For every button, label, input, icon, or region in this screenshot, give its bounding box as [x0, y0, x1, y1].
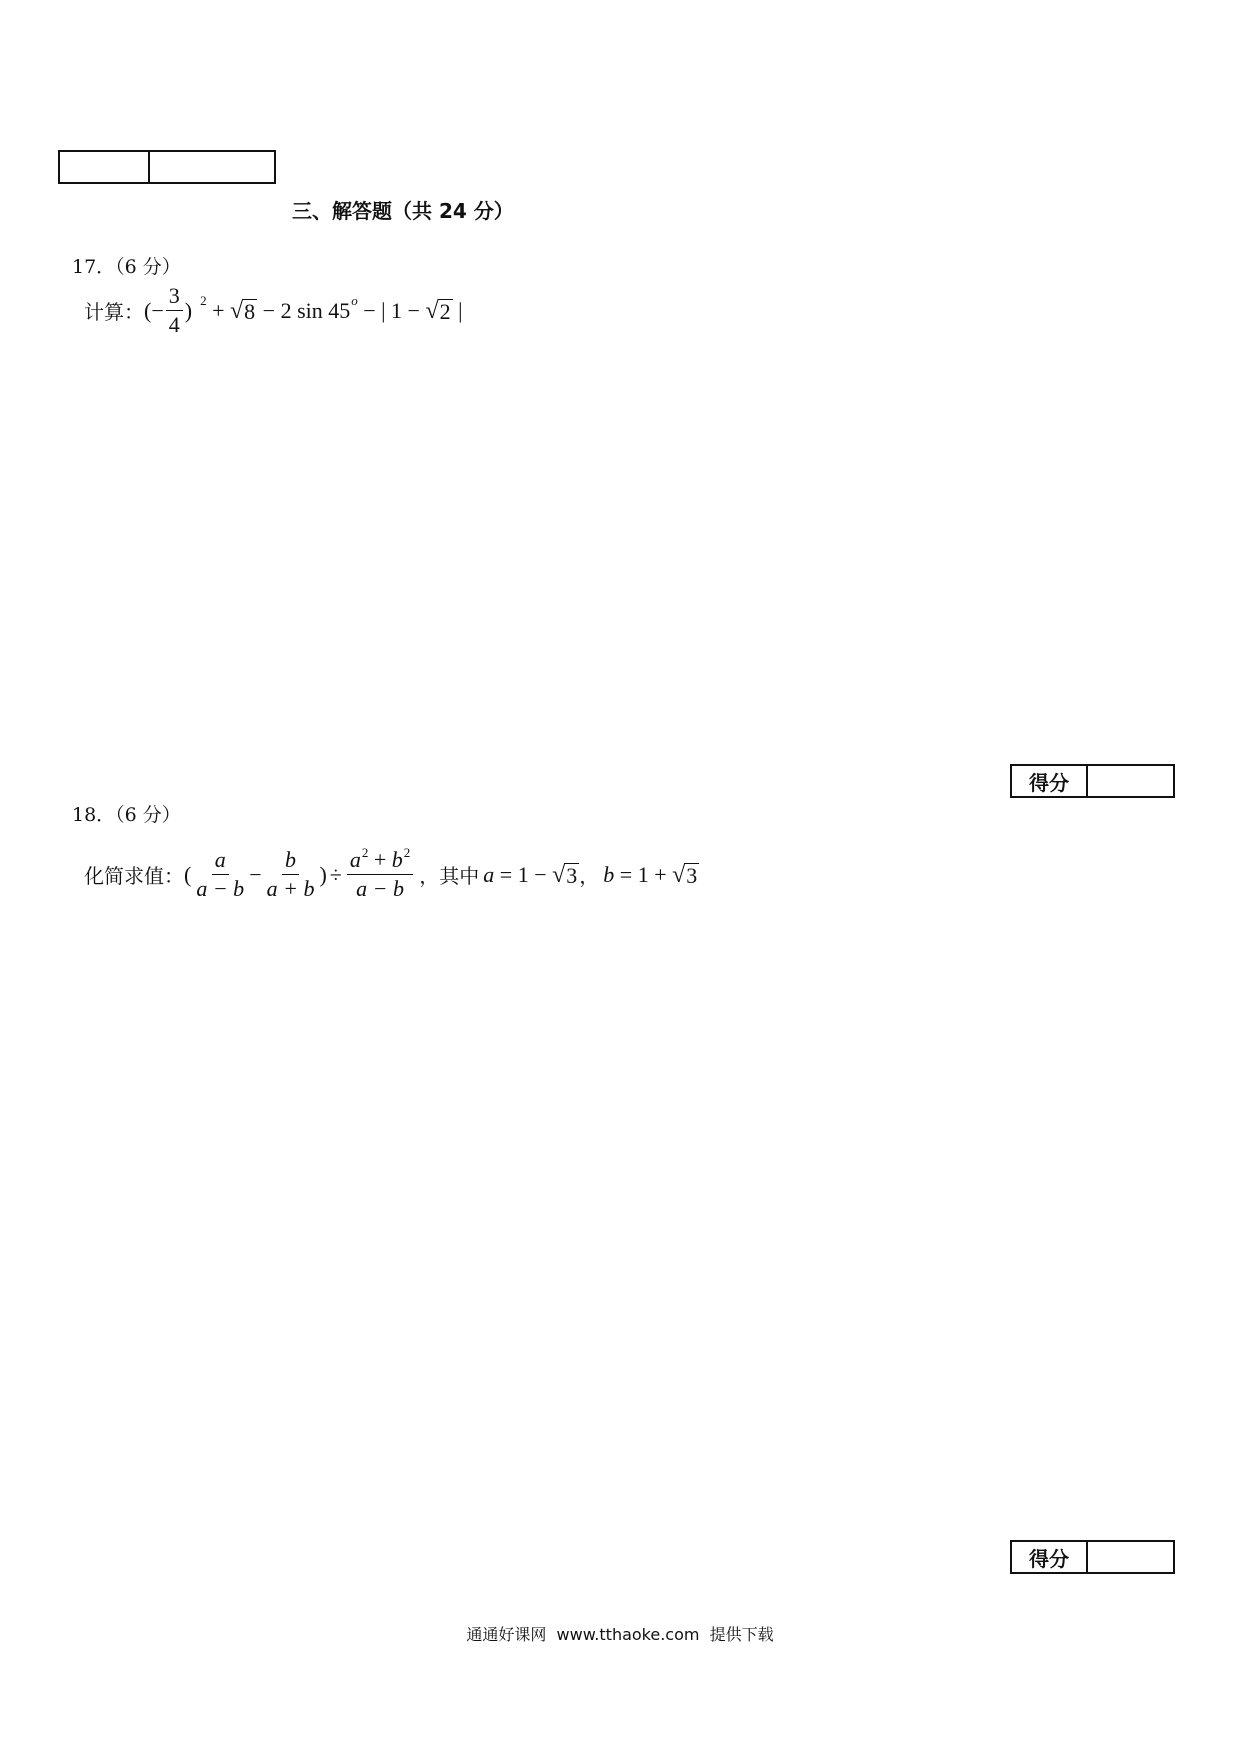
q18-cond-b-rest: = 1 +	[614, 861, 673, 887]
q18-divide: ÷	[329, 861, 342, 887]
q17-sin-term: − 2 sin 45	[257, 297, 351, 323]
radical-icon: √	[229, 297, 244, 324]
q18-minus: −	[249, 861, 262, 887]
q18-f2-num: b	[282, 848, 299, 875]
q17-sqrt-2-value: 2	[439, 298, 451, 324]
q17-abs-open: − | 1 −	[357, 297, 426, 323]
q18-number: 18．（6 分）	[72, 804, 181, 826]
score-value[interactable]	[1086, 1542, 1173, 1572]
top-score-value-cell[interactable]	[148, 152, 274, 182]
q17-plus: +	[206, 297, 230, 323]
top-score-box	[58, 150, 276, 184]
q17-sqrt-8-value: 8	[244, 298, 256, 324]
q17-fraction	[166, 284, 183, 337]
q17-degree: o	[351, 292, 358, 308]
q18-f3-num	[347, 845, 413, 875]
q18-separator: ，	[579, 864, 600, 889]
q18-f3-num-exp-a: 2	[361, 845, 369, 860]
q18-close-paren: )	[319, 861, 327, 887]
q17-frac-den: 4	[168, 312, 180, 338]
q18-fraction-2	[264, 848, 318, 901]
score-value[interactable]	[1086, 766, 1173, 796]
radical-icon: √	[425, 297, 439, 324]
section-title: 三、解答题（共 24 分）	[292, 199, 514, 223]
q18-cond-b-sqrt-value: 3	[686, 862, 698, 888]
q18-cond-a-rest: = 1 −	[494, 861, 553, 887]
q17-close-paren: )	[184, 297, 193, 323]
q18-fraction-3	[347, 845, 413, 902]
q18-f1-den: a − b	[196, 876, 245, 902]
score-label: 得分	[1029, 770, 1069, 795]
q18-expression	[84, 845, 699, 902]
q17-prompt: 计算：	[84, 300, 144, 325]
q17-number: 17．（6 分）	[72, 256, 181, 278]
q18-cond-a-var: a	[483, 861, 495, 887]
q17-expression	[84, 284, 463, 337]
q18-f3-num-exp-b: 2	[403, 845, 411, 860]
q18-open-paren: (	[184, 861, 192, 887]
radical-icon: √	[672, 861, 686, 888]
q17-exponent: 2	[200, 292, 207, 308]
q18-cond-b-sqrt	[672, 863, 699, 887]
q18-prompt: 化简求值：	[84, 864, 184, 889]
footer-text: 通通好课网 www.tthaoke.com 提供下载	[466, 1625, 774, 1644]
q18-f3-den: a − b	[356, 876, 405, 902]
top-score-label-cell	[60, 152, 148, 182]
radical-icon: √	[552, 861, 566, 888]
q18-cond-a-sqrt-value: 3	[566, 862, 578, 888]
q18-f1-num: a	[212, 848, 229, 875]
q18-fraction-1	[193, 848, 247, 901]
score-box-q18	[1010, 1540, 1175, 1574]
q18-cond-a-sqrt	[552, 863, 579, 887]
score-box-q17	[1010, 764, 1175, 798]
q17-abs-close: |	[452, 297, 463, 323]
q18-f3-num-plus: +	[368, 847, 392, 872]
q18-cond-b-var: b	[603, 861, 615, 887]
q18-f2-den: a + b	[266, 876, 315, 902]
score-label: 得分	[1029, 1546, 1069, 1571]
q17-sqrt-8	[230, 299, 257, 323]
q18-where: ，其中	[419, 864, 480, 889]
q18-f3-num-b: b	[391, 847, 403, 872]
q17-sqrt-2	[425, 299, 452, 323]
q17-open-paren: (−	[144, 297, 164, 323]
q17-frac-num: 3	[166, 284, 183, 311]
q18-f3-num-a: a	[349, 847, 361, 872]
